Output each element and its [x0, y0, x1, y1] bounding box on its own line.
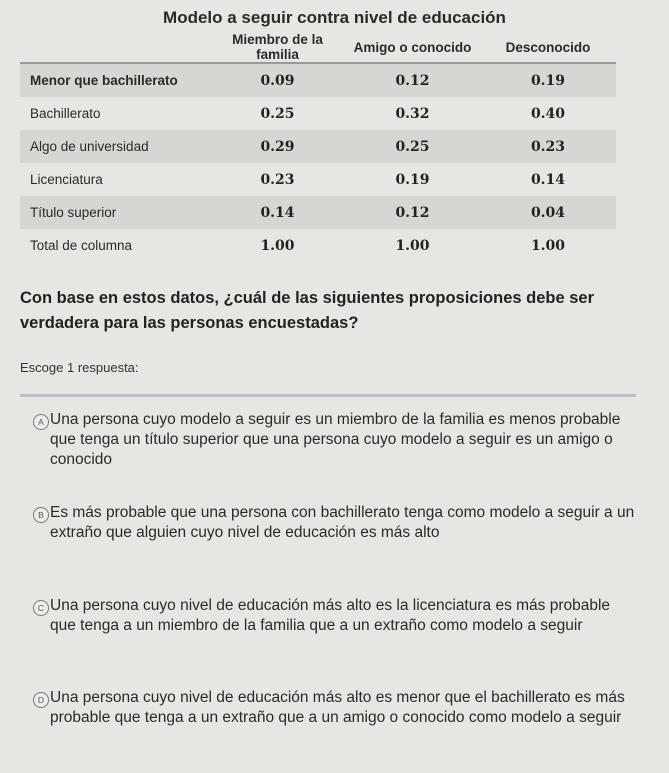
table-cell: 0.23: [260, 171, 295, 188]
table-cell: 0.19: [395, 171, 430, 188]
table-row: [20, 163, 616, 196]
table-cell: 0.12: [345, 196, 480, 229]
table-cell: 0.12: [345, 63, 480, 97]
answer-option-d[interactable]: [37, 688, 640, 728]
row-label: Bachillerato: [30, 106, 101, 121]
option-letter-a-icon[interactable]: A: [33, 414, 49, 430]
table-cell: 0.23: [480, 130, 616, 163]
answer-option-c[interactable]: [37, 596, 640, 636]
answer-option-b[interactable]: [38, 503, 640, 543]
table-cell: 0.04: [480, 196, 616, 229]
row-label: Algo de universidad: [20, 130, 210, 163]
column-header: Desconocido: [480, 32, 616, 63]
table-cell: 0.25: [345, 130, 480, 163]
table-header-row: [20, 32, 616, 63]
option-letter-b-icon[interactable]: B: [33, 507, 49, 523]
row-label: Licenciatura: [30, 172, 103, 187]
table-cell: 0.25: [260, 105, 295, 122]
question-text: Con base en estos datos, ¿cuál de las siguientes proposiciones debe ser verdadera para las personas encuestadas?: [20, 289, 595, 332]
table-row: [20, 196, 616, 229]
table-cell: 0.32: [395, 105, 430, 122]
option-text: Una persona cuyo modelo a seguir es un miembro de la familia es menos probable que tenga un título superior que una persona cuyo modelo a seguir es un amigo o conocido: [50, 411, 621, 468]
option-letter-c-icon[interactable]: C: [33, 600, 49, 616]
row-label: Menor que bachillerato: [20, 63, 210, 97]
table-row: [20, 63, 616, 97]
table-row: [20, 130, 616, 163]
answer-option-a[interactable]: [38, 410, 640, 470]
table-cell: 0.40: [530, 105, 566, 122]
table-cell: 0.19: [480, 63, 616, 97]
column-header: Amigo o conocido: [345, 32, 480, 63]
option-text: Es más probable que una persona con bachillerato tenga como modelo a seguir a un extraño que alguien cuyo nivel de educación es más alto: [50, 504, 635, 541]
table-cell: 0.09: [210, 63, 345, 97]
instruction-text: Escoge 1 respuesta:: [20, 360, 139, 375]
option-text: Una persona cuyo nivel de educación más alto es la licenciatura es más probable que tenga a un miembro de la familia que a un extraño como modelo a seguir: [50, 597, 611, 634]
table-cell: 0.14: [530, 171, 566, 188]
table-row: [20, 97, 616, 130]
table-cell: 1.00: [260, 237, 295, 254]
row-label: Total de columna: [30, 238, 133, 253]
table-cell: 1.00: [395, 237, 430, 254]
table-cell: 1.00: [530, 237, 566, 254]
column-header: Miembro de la familia: [210, 32, 345, 63]
table-row: [20, 229, 616, 262]
option-letter-d-icon[interactable]: D: [33, 692, 49, 708]
divider: [20, 394, 636, 397]
table-title: Modelo a seguir contra nivel de educación: [163, 8, 506, 27]
option-text: Una persona cuyo nivel de educación más alto es menor que el bachillerato es más probable que tenga a un extraño que a un amigo o conocido como modelo a seguir: [50, 689, 625, 726]
data-table: [20, 32, 616, 262]
corner-header: [20, 32, 210, 63]
table-cell: 0.14: [210, 196, 345, 229]
table-cell: 0.29: [210, 130, 345, 163]
row-label: Título superior: [20, 196, 210, 229]
